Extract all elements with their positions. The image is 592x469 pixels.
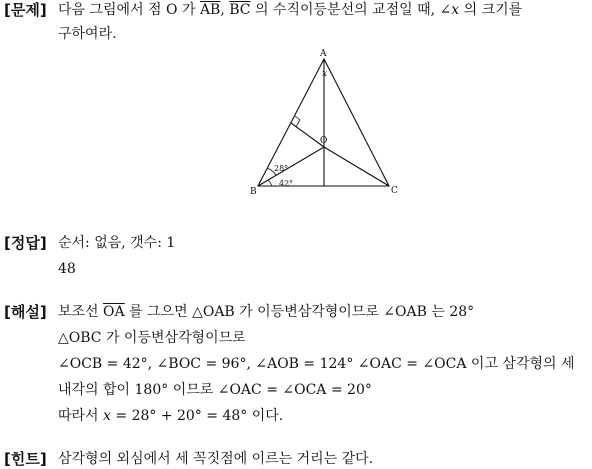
label-a: A — [320, 49, 327, 59]
problem-text-mid: 의 수직이등분선의 교점일 때, — [254, 2, 436, 18]
angle-symbol: ∠ — [439, 2, 452, 18]
label-c: C — [391, 186, 398, 196]
angle-arc-42 — [268, 180, 272, 186]
solution-variable-x: x — [103, 408, 111, 424]
hint-tag: [힌트] — [4, 450, 47, 468]
label-28: 28° — [274, 164, 289, 173]
solution-line-5 — [58, 406, 283, 426]
right-angle-mark — [295, 116, 300, 127]
solution-5-post: = 28° + 20° = 48° 이다. — [115, 408, 284, 424]
solution-text-post: 를 그으면 △OAB 가 이등변삼각형이므로 ∠OAB 는 28° — [129, 304, 475, 320]
solution-line-4: 내각의 합이 180° 이므로 ∠OAC = ∠OCA = 20° — [58, 382, 372, 398]
label-b: B — [250, 187, 257, 197]
solution-line-1 — [58, 302, 474, 322]
solution-line-2: △OBC 가 이등변삼각형이므로 — [58, 330, 246, 346]
label-42: 42° — [279, 179, 294, 188]
problem-line-2: 구하여라. — [58, 26, 117, 42]
segment-ab: $\overline{AB}$ — [199, 2, 221, 18]
answer-line-1: 순서: 없음, 갯수: 1 — [58, 235, 176, 251]
triangle-figure — [240, 44, 410, 200]
segment-oa-label: $\overline{OA}$ — [103, 304, 125, 320]
solution-tag: [해설] — [4, 303, 47, 321]
problem-comma: , — [220, 2, 225, 18]
solution-text-pre: 보조선 — [58, 304, 99, 320]
hint-line-1: 삼각형의 외심에서 세 꼭짓점에 이르는 거리는 같다. — [58, 451, 374, 467]
answer-line-2: 48 — [58, 261, 76, 277]
label-x: x — [322, 69, 328, 79]
solution-5-pre: 따라서 — [58, 408, 99, 424]
label-o: O — [320, 136, 328, 146]
problem-text-post: 의 크기를 — [463, 2, 523, 18]
segment-bc: $\overline{BC}$ — [229, 2, 251, 18]
problem-text-pre: 다음 그림에서 점 O 가 — [58, 2, 196, 18]
solution-line-3: ∠OCB = 42°, ∠BOC = 96°, ∠AOB = 124° ∠OAC = ∠OCA 이고 삼각형의 세 — [58, 356, 575, 372]
problem-line-1 — [58, 0, 522, 20]
variable-x: x — [451, 2, 460, 18]
answer-tag: [정답] — [4, 234, 47, 252]
problem-tag: [문제] — [4, 1, 47, 19]
